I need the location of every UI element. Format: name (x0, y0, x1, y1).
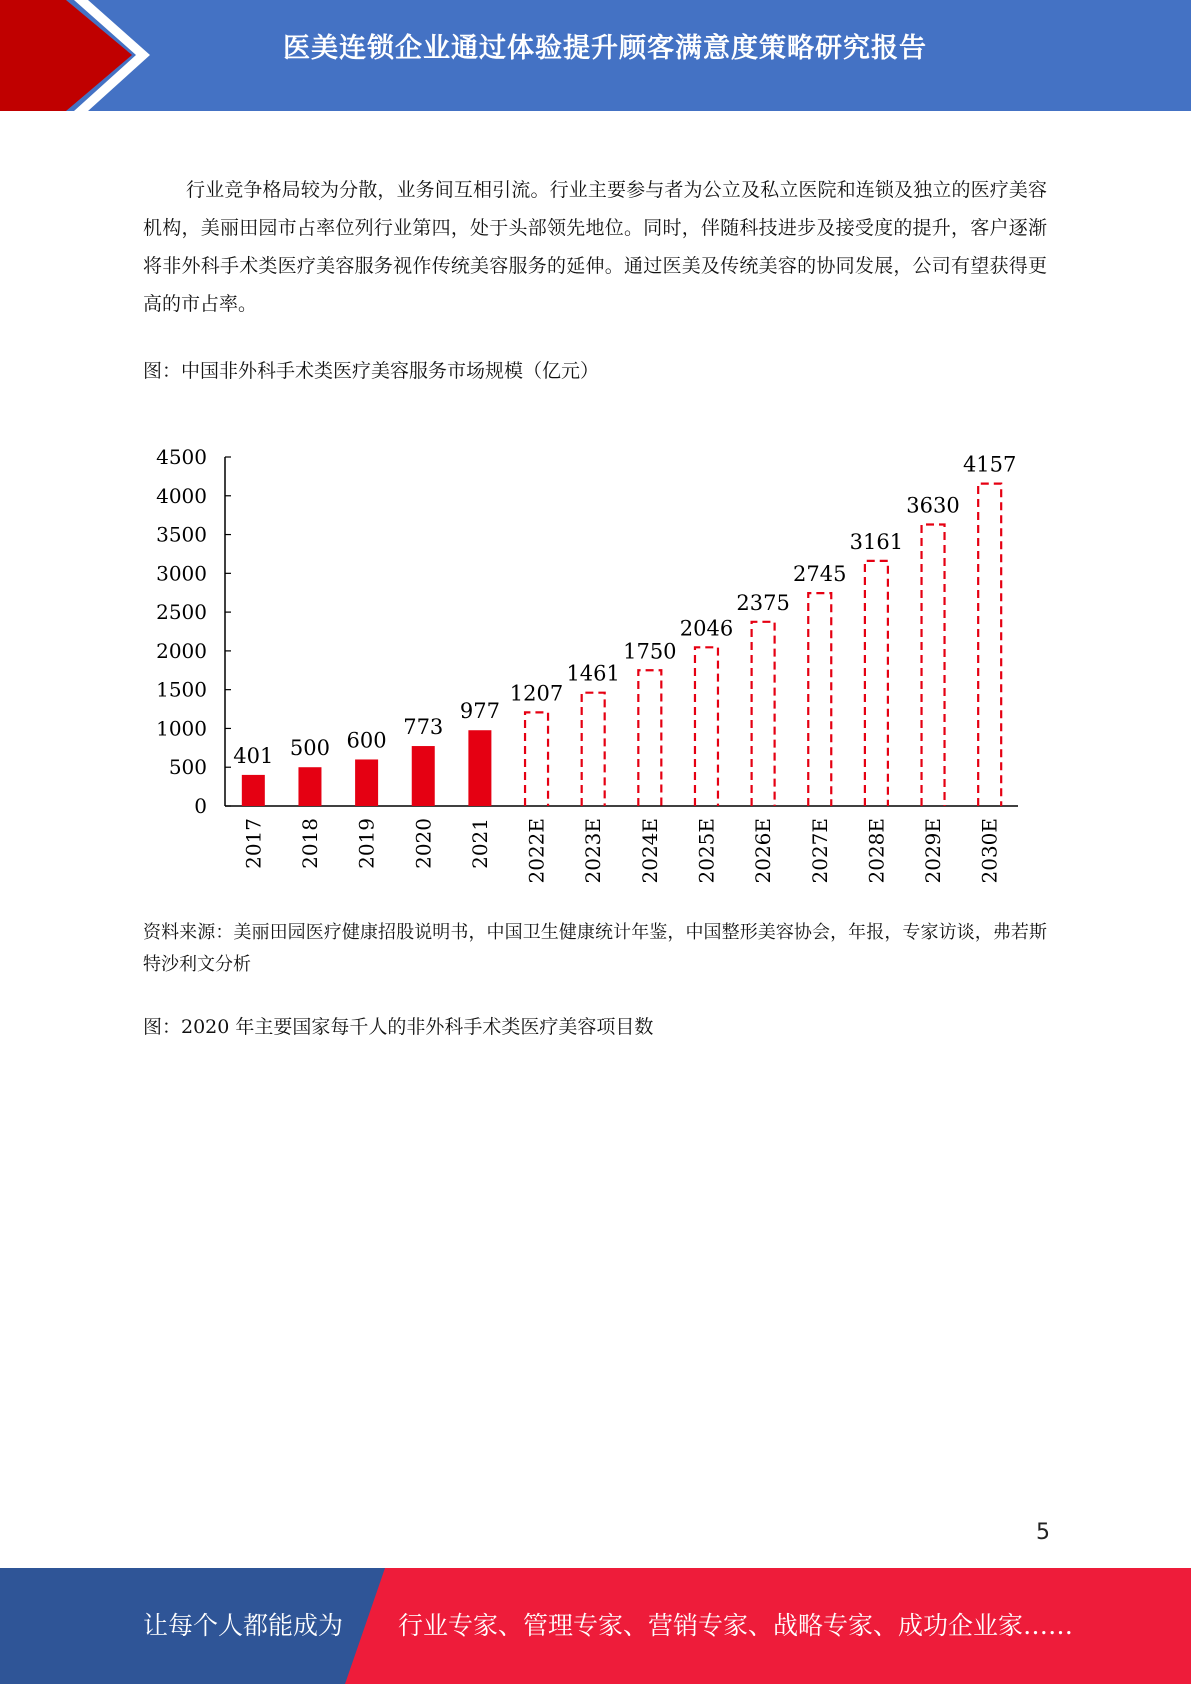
bar-value-label: 977 (459, 699, 500, 724)
bar-actual (412, 746, 435, 806)
x-category-label: 2028E (864, 818, 889, 884)
bar-value-label: 2745 (793, 562, 847, 587)
y-tick-label: 4000 (156, 483, 207, 508)
y-tick-label: 1000 (156, 716, 207, 741)
y-tick-label: 1500 (156, 677, 207, 702)
bar-estimate (525, 712, 548, 806)
bar-estimate (582, 693, 605, 806)
y-tick-label: 2500 (156, 600, 207, 625)
bar-estimate (752, 622, 775, 806)
bar-value-label: 773 (403, 715, 444, 740)
x-category-label: 2019 (354, 818, 379, 869)
x-category-label: 2026E (751, 818, 776, 884)
x-category-label: 2022E (524, 818, 549, 884)
footer-slogan-left: 让每个人都能成为 (143, 1611, 344, 1640)
figure2-caption: 图：2020 年主要国家每千人的非外科手术类医疗美容项目数 (143, 1016, 654, 1038)
footer-slogan-right: 行业专家、管理专家、营销专家、战略专家、成功企业家…… (398, 1611, 1074, 1640)
header-chevron-logo (0, 0, 160, 111)
header-title: 医美连锁企业通过体验提升顾客满意度策略研究报告 (283, 33, 927, 64)
bar-estimate (695, 647, 718, 806)
bar-value-label: 3161 (849, 529, 904, 554)
bar-value-label: 1207 (509, 681, 564, 706)
bar-value-label: 1461 (566, 661, 620, 686)
bar-estimate (808, 593, 831, 806)
x-category-label: 2021 (467, 818, 492, 869)
bar-actual (468, 730, 491, 806)
bar-actual (242, 775, 265, 806)
page-number: 5 (1036, 1520, 1050, 1545)
bar-value-label: 401 (233, 743, 274, 768)
x-category-label: 2025E (694, 818, 719, 884)
bar-estimate (922, 524, 945, 806)
y-tick-label: 3000 (156, 561, 207, 586)
x-category-label: 2017 (241, 818, 266, 869)
y-tick-label: 4500 (156, 445, 207, 469)
x-category-label: 2020 (411, 818, 436, 869)
bar-estimate (638, 670, 661, 806)
bar-value-label: 4157 (962, 452, 1017, 477)
bar-value-label: 2046 (679, 616, 734, 641)
x-category-label: 2027E (807, 818, 832, 884)
x-category-label: 2030E (977, 818, 1002, 884)
bar-value-label: 2375 (736, 590, 790, 615)
bar-actual (298, 767, 321, 806)
y-tick-label: 2000 (156, 638, 207, 663)
bar-value-label: 600 (346, 728, 387, 753)
bar-value-label: 3630 (906, 493, 960, 518)
source-note: 资料来源：美丽田园医疗健康招股说明书，中国卫生健康统计年鉴，中国整形美容协会，年报，专家访谈，弗若斯特沙利文分析 (143, 922, 1047, 975)
y-tick-label: 500 (168, 755, 207, 780)
y-tick-label: 0 (194, 794, 207, 818)
page-header (0, 0, 1191, 111)
bar-estimate (865, 561, 888, 806)
body-paragraph: 行业竞争格局较为分散，业务间互相引流。行业主要参与者为公立及私立医院和连锁及独立的医疗美容机构，美丽田园市占率位列行业第四，处于头部领先地位。同时，伴随科技进步及接受度的提升，客户逐渐将非外科手术类医疗美容服务视作传统美容服务的延伸。通过医美及传统美容的协同发展，公司有望获得更高的市占率。 (143, 179, 1047, 315)
x-category-label: 2023E (581, 818, 606, 884)
x-category-label: 2029E (921, 818, 946, 884)
bar-value-label: 500 (289, 736, 331, 761)
bar-value-label: 1750 (623, 639, 677, 664)
chevron-red-shape (0, 0, 132, 111)
page-footer (0, 1568, 1191, 1684)
y-tick-label: 3500 (156, 522, 207, 547)
market-size-bar-chart (143, 430, 1043, 890)
bar-estimate (978, 484, 1001, 806)
figure1-caption: 图：中国非外科手术类医疗美容服务市场规模（亿元） (143, 360, 600, 382)
x-category-label: 2018 (297, 818, 322, 869)
x-category-label: 2024E (637, 818, 662, 884)
bar-actual (355, 759, 378, 806)
